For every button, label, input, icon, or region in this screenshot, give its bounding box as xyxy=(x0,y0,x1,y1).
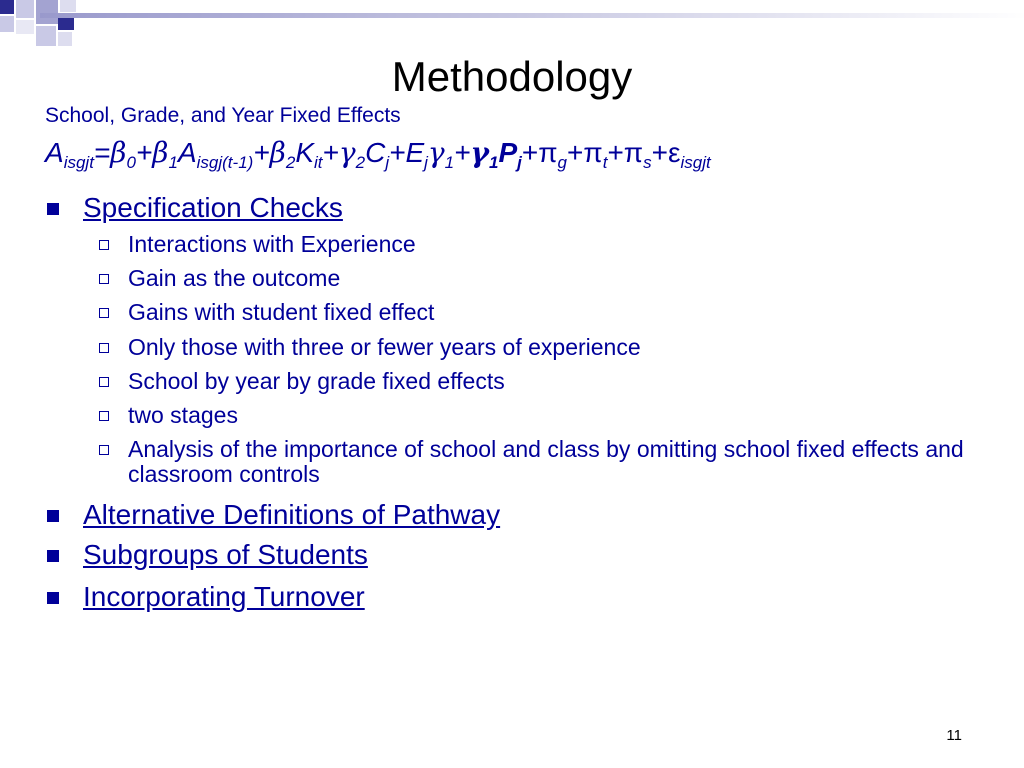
formula-term: = xyxy=(93,137,111,168)
formula-term: + xyxy=(135,137,153,168)
formula-term: A xyxy=(45,137,64,168)
formula-subscript: it xyxy=(314,153,323,172)
formula-subscript: 1 xyxy=(444,153,455,172)
formula-term: E xyxy=(405,137,425,168)
formula-subscript: 0 xyxy=(126,153,136,172)
formula-term: K xyxy=(295,137,315,168)
corner-square-light xyxy=(0,16,14,32)
corner-square-light xyxy=(36,26,56,46)
formula-subscript: isgj(t-1) xyxy=(196,153,254,172)
formula-subscript: s xyxy=(643,153,652,172)
formula-term: γ xyxy=(470,136,489,169)
formula-term: + xyxy=(521,137,539,168)
corner-square-dark xyxy=(0,0,14,14)
formula-subscript: j xyxy=(517,153,522,172)
square-bullet-icon xyxy=(47,203,59,215)
sub-bullet-text: Gain as the outcome xyxy=(128,265,341,291)
formula-subscript: g xyxy=(557,153,568,172)
formula-term: π xyxy=(583,137,603,168)
formula-term: C xyxy=(365,137,386,168)
formula-term: + xyxy=(253,137,270,168)
formula-subscript: isgjt xyxy=(680,153,711,172)
formula-term: + xyxy=(567,137,584,168)
formula-term: A xyxy=(177,137,197,168)
formula-term: ε xyxy=(667,137,681,168)
square-bullet-icon xyxy=(47,550,59,562)
formula-term: P xyxy=(498,137,518,168)
formula-term: γ xyxy=(427,136,445,169)
sub-bullet-text: Gains with student fixed effect xyxy=(128,299,435,325)
formula-subscript: isgjt xyxy=(63,153,94,172)
link-turnover[interactable]: Incorporating Turnover xyxy=(83,581,365,612)
link-specification-checks[interactable]: Specification Checks xyxy=(83,192,343,223)
formula-term: π xyxy=(623,137,644,168)
hollow-square-bullet-icon xyxy=(99,308,109,318)
formula-subscript: 1 xyxy=(488,153,499,172)
corner-decoration xyxy=(0,0,90,60)
hollow-square-bullet-icon xyxy=(99,411,109,421)
formula-term: π xyxy=(538,137,558,168)
formula-term: + xyxy=(454,137,471,168)
hollow-square-bullet-icon xyxy=(99,343,109,353)
square-bullet-icon xyxy=(47,592,59,604)
hollow-square-bullet-icon xyxy=(99,445,109,455)
formula-subscript: j xyxy=(385,153,390,172)
formula-term: γ xyxy=(338,136,356,169)
corner-square-mid xyxy=(36,0,58,24)
hollow-square-bullet-icon xyxy=(99,274,109,284)
formula-term: + xyxy=(322,137,339,168)
corner-square-light xyxy=(60,0,76,12)
hollow-square-bullet-icon xyxy=(99,377,109,387)
formula-term: β xyxy=(269,136,286,169)
formula-subscript: t xyxy=(602,153,608,172)
corner-square-light xyxy=(58,32,72,46)
top-gradient-bar xyxy=(40,13,1024,18)
slide-subtitle: School, Grade, and Year Fixed Effects xyxy=(45,104,401,127)
formula-term: + xyxy=(651,137,668,168)
hollow-square-bullet-icon xyxy=(99,240,109,250)
link-subgroups[interactable]: Subgroups of Students xyxy=(83,539,368,570)
formula-term: + xyxy=(607,137,624,168)
corner-square-light xyxy=(16,0,34,18)
formula-term: β xyxy=(110,136,127,169)
sub-bullet-text: Analysis of the importance of school and class by omitting school fixed effects and classroom controls xyxy=(128,436,964,487)
formula-subscript: 2 xyxy=(355,153,366,172)
corner-square-light xyxy=(16,20,34,34)
formula-term: + xyxy=(389,137,406,168)
sub-bullet-text: two stages xyxy=(128,402,238,428)
slide-title: Methodology xyxy=(391,53,633,100)
link-alternative-definitions[interactable]: Alternative Definitions of Pathway xyxy=(83,499,501,530)
regression-formula xyxy=(45,136,711,172)
sub-bullet-text: Only those with three or fewer years of experience xyxy=(128,334,641,360)
formula-subscript: j xyxy=(424,153,428,172)
page-number: 11 xyxy=(946,727,962,744)
formula-subscript: 1 xyxy=(168,153,178,172)
formula-subscript: 2 xyxy=(285,153,296,172)
sub-bullet-text: School by year by grade fixed effects xyxy=(128,368,505,394)
formula-term: β xyxy=(152,136,169,169)
sub-bullet-text: Interactions with Experience xyxy=(128,231,416,257)
square-bullet-icon xyxy=(47,510,59,522)
